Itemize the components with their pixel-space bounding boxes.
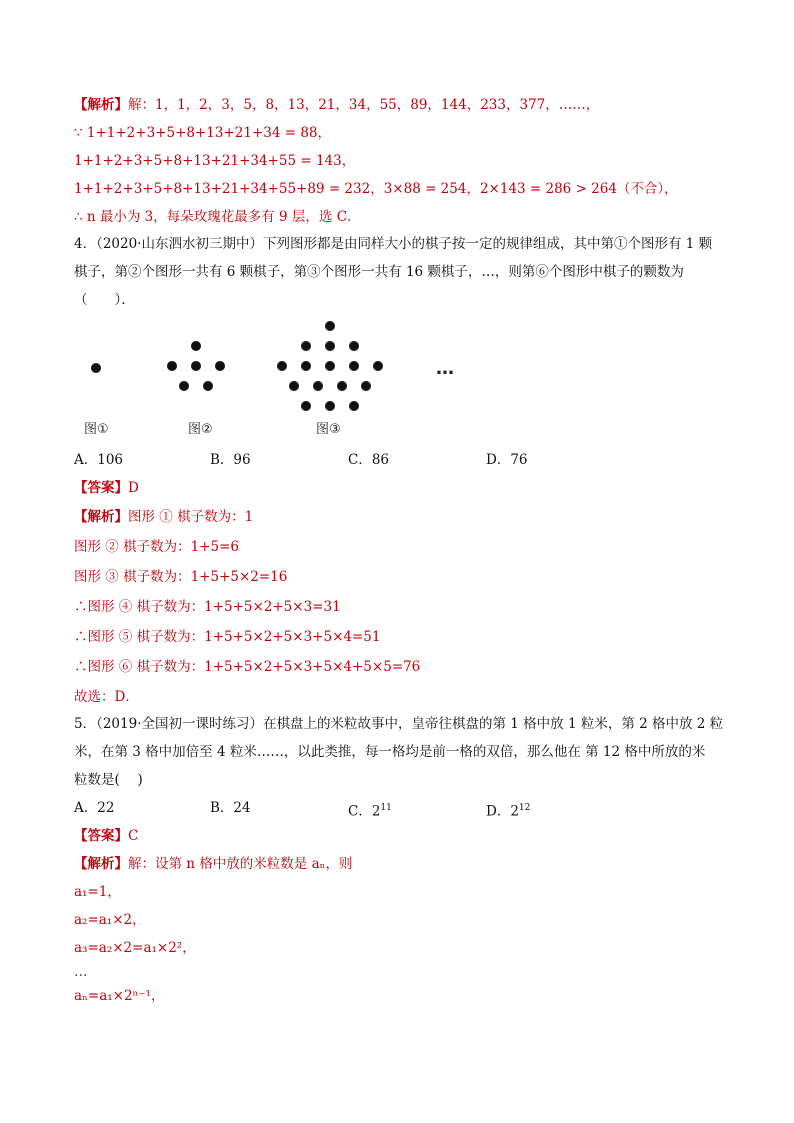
piece-dot bbox=[179, 381, 189, 391]
q4-option-b: B．96 bbox=[210, 452, 251, 468]
figure-label-1: 图① bbox=[84, 422, 109, 437]
piece-dot bbox=[289, 381, 299, 391]
q5-analysis-line-0 bbox=[74, 854, 352, 874]
q5-analysis-line-2: a₂=a₁×2， bbox=[74, 912, 146, 928]
piece-dot bbox=[325, 401, 335, 411]
q4-analysis-line-2: 图形 ② 棋子数为：1+5=6 bbox=[74, 539, 239, 555]
piece-dot bbox=[167, 361, 177, 371]
figure-label-3: 图③ bbox=[316, 422, 341, 437]
piece-dot bbox=[349, 361, 359, 371]
piece-dot bbox=[301, 401, 311, 411]
analysis-tag: 【解析】 bbox=[74, 856, 128, 872]
q5-stem-line-1: 5．（2019·全国初一课时练习）在棋盘上的米粒故事中，皇帝往棋盘的第 1 格中放 1 粒米，第 2 格中放 2 粒 bbox=[74, 716, 724, 732]
q5-option-c-exponent: 11 bbox=[380, 803, 392, 813]
q5-option-b: B．24 bbox=[210, 800, 251, 816]
q4-stem-line-2: 棋子，第②个图形一共有 6 颗棋子，第③个图形一共有 16 颗棋子，…，则第⑥个图形中棋子的颗数为 bbox=[74, 264, 684, 280]
q5-answer-line bbox=[74, 826, 138, 846]
q5-analysis-text-0: 解：设第 n 格中放的米粒数是 aₙ，则 bbox=[128, 856, 353, 872]
answer-tag: 【答案】 bbox=[74, 480, 128, 496]
q4-answer-line bbox=[74, 478, 139, 498]
piece-dot bbox=[337, 381, 347, 391]
piece-dot bbox=[325, 321, 335, 331]
piece-dot bbox=[301, 341, 311, 351]
q5-analysis-line-3: a₃=a₂×2=a₁×2²， bbox=[74, 940, 196, 956]
analysis-tag: 【解析】 bbox=[74, 97, 128, 113]
piece-dot bbox=[203, 381, 213, 391]
q5-stem-line-3: 粒数是( ) bbox=[74, 772, 143, 788]
q5-option-c bbox=[348, 798, 392, 822]
q4-stem-line-3: （ ）． bbox=[74, 292, 135, 308]
q5-analysis-line-4: … bbox=[74, 964, 88, 980]
analysis-tag: 【解析】 bbox=[74, 509, 128, 525]
q5-option-c-base: C．2 bbox=[348, 803, 381, 820]
q4-analysis-line-4: ∴图形 ④ 棋子数为：1+5+5×2+5×3=31 bbox=[74, 599, 341, 615]
q5-option-d bbox=[486, 798, 530, 822]
piece-dot bbox=[313, 381, 323, 391]
q5-option-a: A．22 bbox=[74, 800, 115, 816]
piece-dot bbox=[361, 381, 371, 391]
q4-analysis-text-1: 图形 ① 棋子数为：1 bbox=[128, 509, 254, 525]
q3-analysis-line-3: 1+1+2+3+5+8+13+21+34+55 = 143， bbox=[74, 153, 356, 169]
q5-option-d-exponent: 12 bbox=[518, 803, 531, 813]
piece-dot bbox=[191, 341, 201, 351]
q4-chess-piece-figure bbox=[74, 318, 494, 438]
q4-analysis-line-5: ∴图形 ⑤ 棋子数为：1+5+5×2+5×3+5×4=51 bbox=[74, 629, 381, 645]
chess-piece-diagram bbox=[74, 318, 494, 438]
piece-dot bbox=[91, 363, 101, 373]
piece-dot bbox=[349, 341, 359, 351]
piece-dot bbox=[349, 401, 359, 411]
piece-dot bbox=[373, 361, 383, 371]
piece-dot bbox=[191, 361, 201, 371]
piece-dot bbox=[277, 361, 287, 371]
q4-stem-line-1: 4．（2020·山东泗水初三期中）下列图形都是由同样大小的棋子按一定的规律组成，其中第①个图形有 1 颗 bbox=[74, 236, 713, 252]
figure-label-2: 图② bbox=[188, 422, 213, 437]
q5-answer-value: C bbox=[128, 828, 139, 844]
piece-dot bbox=[301, 361, 311, 371]
piece-dot bbox=[215, 361, 225, 371]
answer-tag: 【答案】 bbox=[74, 828, 128, 844]
q5-stem-line-2: 米，在第 3 格中加倍至 4 粒米……，以此类推，每一格均是前一格的双倍，那么他在 第 12 格中所放的米 bbox=[74, 744, 706, 760]
figure-ellipsis: … bbox=[436, 358, 454, 379]
q4-conclusion: 故选：D． bbox=[74, 689, 139, 705]
piece-dot bbox=[325, 361, 335, 371]
q5-option-d-base: D．2 bbox=[486, 803, 519, 820]
q4-option-a: A．106 bbox=[74, 452, 124, 468]
q3-analysis-line-4: 1+1+2+3+5+8+13+21+34+55+89 = 232，3×88 = 254，2×143 = 286 > 264（不合）， bbox=[74, 181, 678, 197]
q4-analysis-line-6: ∴图形 ⑥ 棋子数为：1+5+5×2+5×3+5×4+5×5=76 bbox=[74, 659, 421, 675]
q5-analysis-line-1: a₁=1， bbox=[74, 884, 121, 900]
q3-analysis-line-2: ∵ 1+1+2+3+5+8+13+21+34 = 88， bbox=[74, 125, 332, 141]
q4-analysis-line-1 bbox=[74, 507, 253, 527]
q4-analysis-line-3: 图形 ③ 棋子数为：1+5+5×2=16 bbox=[74, 569, 288, 585]
q5-analysis-line-5: aₙ=a₁×2ⁿ⁻¹， bbox=[74, 988, 165, 1004]
q3-fibonacci-sequence: 解：1，1，2，3，5，8，13，21，34，55，89，144，233，377，……， bbox=[128, 97, 600, 113]
q4-option-c: C．86 bbox=[348, 452, 390, 468]
q4-answer-value: D bbox=[128, 480, 139, 496]
q3-analysis-line-5: ∴ n 最小为 3，每朵玫瑰花最多有 9 层，选 C． bbox=[74, 209, 361, 225]
piece-dot bbox=[325, 341, 335, 351]
q4-option-d: D．76 bbox=[486, 452, 528, 468]
q3-analysis-line-1 bbox=[74, 95, 599, 115]
